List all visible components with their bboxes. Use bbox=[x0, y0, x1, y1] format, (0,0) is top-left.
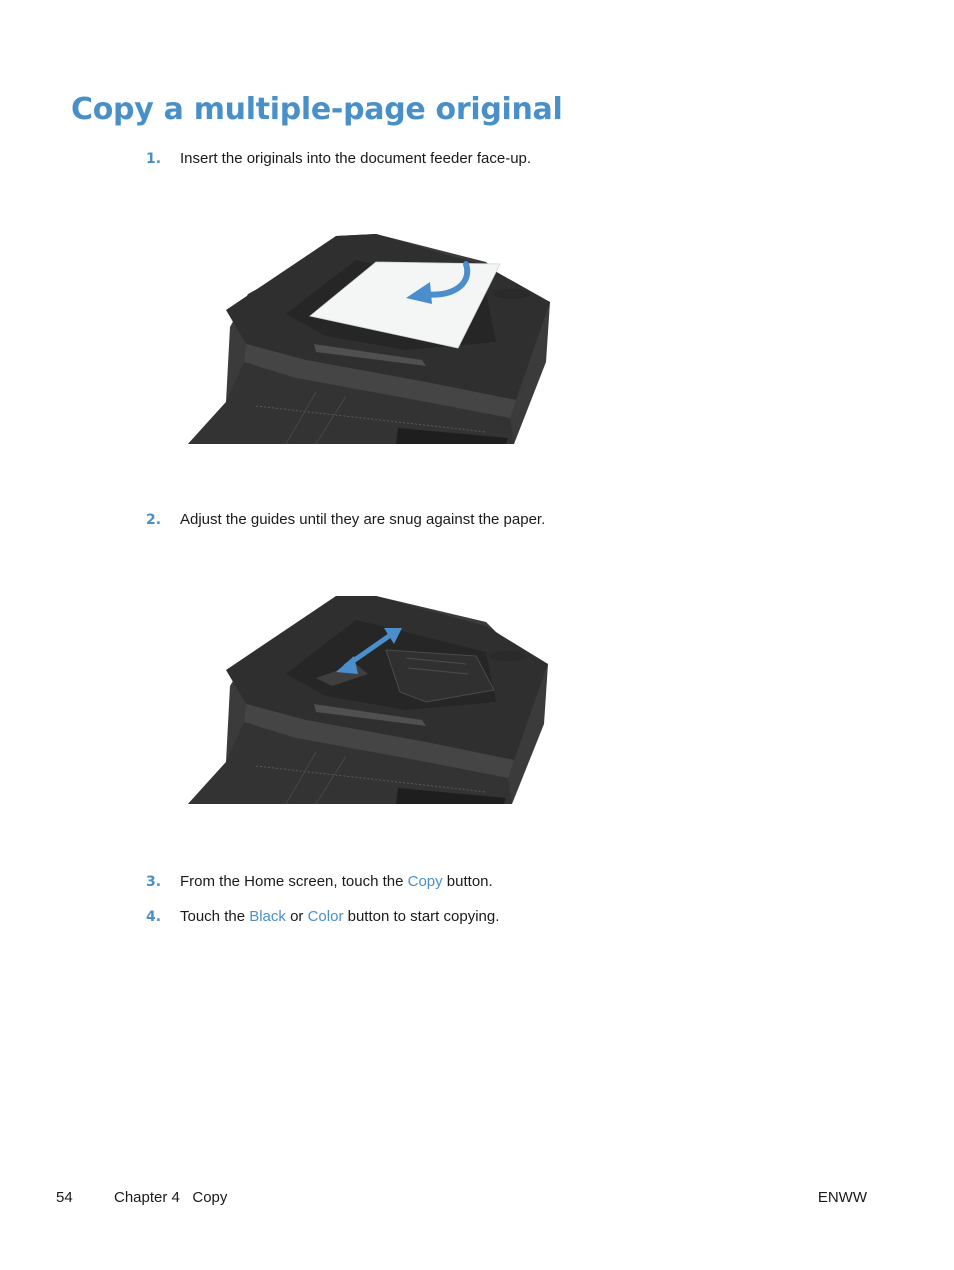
step-text-mid: or bbox=[285, 908, 308, 925]
step-text: Insert the originals into the document feeder face-up. bbox=[180, 150, 532, 167]
step-text: Adjust the guides until they are snug against the paper. bbox=[180, 511, 546, 528]
color-button-reference: Color bbox=[307, 908, 344, 925]
edition-label: ENWW bbox=[817, 1189, 867, 1206]
step-text-post: button to start copying. bbox=[343, 908, 500, 925]
chapter-label: Chapter 4 Copy bbox=[114, 1189, 228, 1206]
step-text-pre: Touch the bbox=[180, 908, 250, 925]
page-title: Copy a multiple-page original bbox=[71, 92, 563, 127]
step-1 bbox=[146, 149, 531, 169]
step-3 bbox=[146, 872, 493, 892]
copy-button-reference: Copy bbox=[407, 873, 443, 890]
step-number: 1. bbox=[146, 151, 162, 167]
step-number: 3. bbox=[146, 874, 162, 890]
step-4 bbox=[146, 907, 499, 927]
step-number: 2. bbox=[146, 512, 162, 528]
printer-adjust-guides-illustration bbox=[186, 594, 554, 806]
step-text-pre: From the Home screen, touch the bbox=[180, 873, 408, 890]
page-number: 54 bbox=[56, 1189, 73, 1206]
printer-insert-paper-illustration bbox=[186, 232, 554, 446]
step-2 bbox=[146, 510, 545, 530]
step-number: 4. bbox=[146, 909, 162, 925]
step-text-post: button. bbox=[442, 873, 493, 890]
black-button-reference: Black bbox=[249, 908, 286, 925]
